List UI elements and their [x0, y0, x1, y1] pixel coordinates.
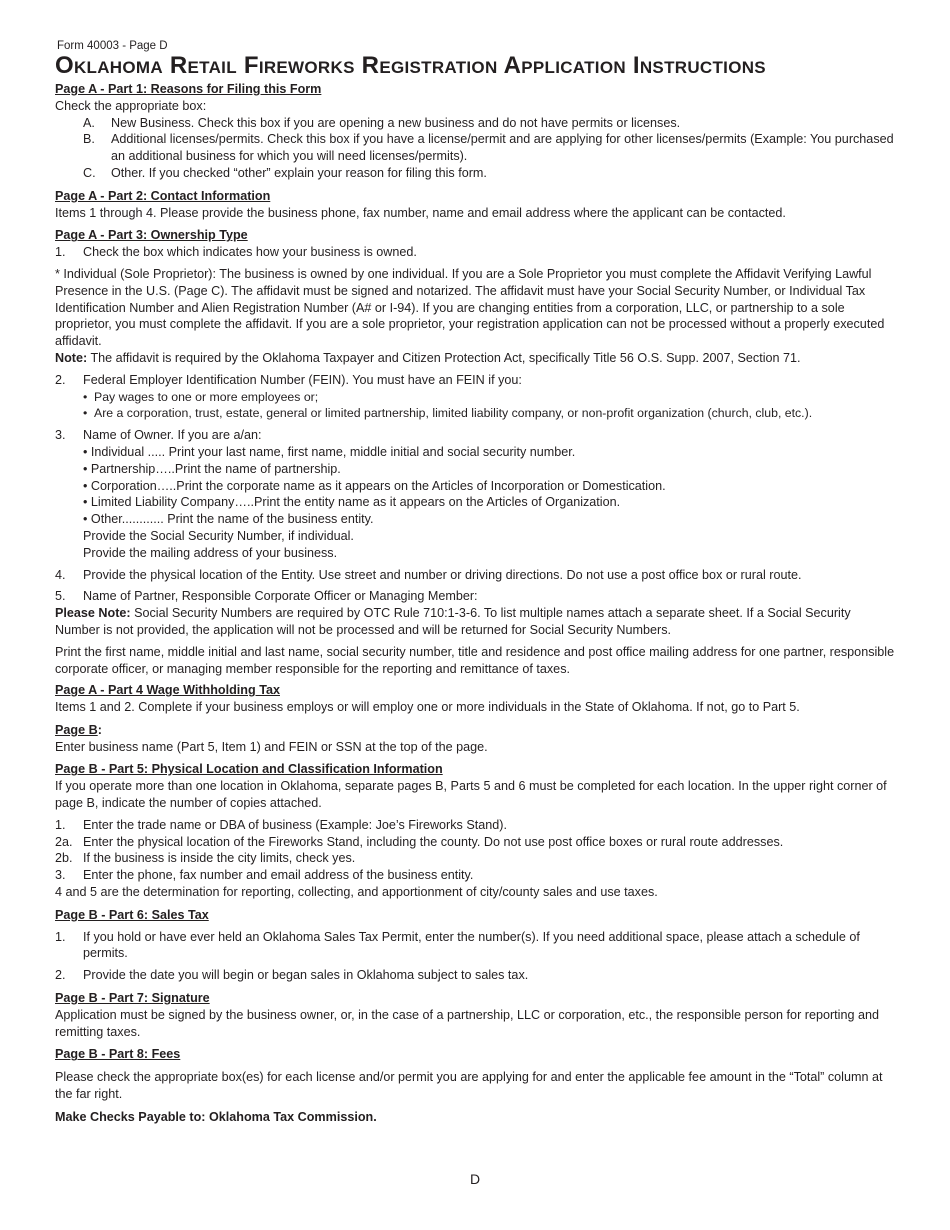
- print-paragraph: Print the first name, middle initial and last name, social security number, title and residence and post office mailing address for one partner, responsible corporate officer, or managing member responsible for the reporting and remittance of taxes.: [55, 644, 895, 676]
- item-text: New Business. Check this box if you are opening a new business and do not have permits or licenses.: [111, 115, 681, 130]
- item-label: 2.: [55, 372, 66, 387]
- item-text: Federal Employer Identification Number (FEIN). You must have an FEIN if you:: [83, 372, 522, 387]
- item-label: 4.: [55, 567, 66, 582]
- list-item: 2a. Enter the physical location of the Fireworks Stand, including the county. Do not use post office boxes or rural route addresses.: [55, 834, 784, 849]
- list-item: • Limited Liability Company…..Print the entity name as it appears on the Articles of Organization.: [83, 495, 621, 510]
- note-text: The affidavit is required by the Oklahoma Taxpayer and Citizen Protection Act, specifically Title 56 O.S. Supp. 2007, Section 71.: [87, 350, 801, 365]
- please-note-text: Social Security Numbers are required by OTC Rule 710:1-3-6. To list multiple names attach a separate sheet. If a Social Security Number is not provided, the application will not be processed and will be returned for Social Security Numbers.: [55, 606, 851, 637]
- item-label: 3.: [55, 428, 66, 443]
- form-number: Form 40003 - Page D: [57, 40, 168, 52]
- part3-item-2: [55, 372, 895, 422]
- page-title: Oklahoma Retail Fireworks Registration Application Instructions: [55, 52, 766, 79]
- list-item: 1. Enter the trade name or DBA of business (Example: Joe’s Fireworks Stand).: [55, 817, 507, 832]
- note-label: Note:: [55, 350, 88, 365]
- item-text: Name of Owner. If you are a/an:: [83, 428, 262, 443]
- section-part5: [55, 761, 895, 900]
- section-heading-part7: Page B - Part 7: Signature: [55, 991, 210, 1006]
- section-heading-part2: Page A - Part 2: Contact Information: [55, 188, 271, 203]
- section-pageb: [55, 722, 895, 756]
- pageb-text: Enter business name (Part 5, Item 1) and FEIN or SSN at the top of the page.: [55, 739, 488, 754]
- item-text: Additional licenses/permits. Check this box if you have a license/permit and are applying for other licenses/permits (Example: You purchased an additional business for which you will need licenses/permits).: [111, 132, 894, 164]
- list-item: 1. If you hold or have ever held an Oklahoma Sales Tax Permit, enter the number(s). If you need additional space, please attach a schedule of permits.: [55, 929, 860, 961]
- item-text: Provide the physical location of the Entity. Use street and number or driving directions. Do not use a post office box or rural route.: [83, 567, 802, 582]
- section-heading-part3: Page A - Part 3: Ownership Type: [55, 228, 248, 243]
- list-item: • Corporation…..Print the corporate name as it appears on the Articles of Incorporation or Domestication.: [83, 478, 666, 493]
- part3-item-4: [55, 567, 895, 584]
- part1-intro: Check the appropriate box:: [55, 98, 207, 113]
- bullet-icon: •: [83, 406, 88, 421]
- section-heading-part5: Page B - Part 5: Physical Location and Classification Information: [55, 762, 443, 777]
- section-heading-part8: Page B - Part 8: Fees: [55, 1047, 181, 1062]
- part3-item-3: [55, 427, 895, 561]
- payable-note: Make Checks Payable to: Oklahoma Tax Commission.: [55, 1109, 377, 1124]
- list-item: Provide the mailing address of your business.: [83, 545, 338, 560]
- list-item: • Are a corporation, trust, estate, general or limited partnership, limited liability company, or non-profit organization (church, club, etc.).: [83, 406, 813, 421]
- part4-text: Items 1 and 2. Complete if your business employs or will employ one or more individuals in the State of Oklahoma. If not, go to Part 5.: [55, 700, 800, 715]
- page-letter: D: [469, 1171, 481, 1187]
- part1-item-a: [55, 115, 895, 132]
- part8-text: Please check the appropriate box(es) for each license and/or permit you are applying for and enter the applicable fee amount in the “Total” column at the far right.: [55, 1070, 883, 1102]
- list-item: • Pay wages to one or more employees or;: [83, 389, 319, 404]
- item-label: A.: [83, 115, 95, 130]
- individual-paragraph: * Individual (Sole Proprietor): The business is owned by one individual. If you are a Sole Proprietor you must complete the Affidavit Verifying Lawful Presence in the U.S. (Page C). The affidavit must be signed and notarized. The affidavit must have your Social Security Number, or Individual Tax Identification Number and Alien Registration Number (A# or I-94). If you are changing entities from a corporation, LLC, or partnership to a sole proprietor, you must complete the affidavit. If you are a sole proprietor, your registration application can not be processed without a properly executed affidavit.: [55, 266, 885, 349]
- section-heading-part4: Page A - Part 4 Wage Withholding Tax: [55, 683, 280, 698]
- section-part2: [55, 188, 895, 222]
- part3-item-5: [55, 588, 895, 605]
- list-item: 2. Provide the date you will begin or began sales in Oklahoma subject to sales tax.: [55, 968, 529, 983]
- section-heading-part6: Page B - Part 6: Sales Tax: [55, 907, 209, 922]
- part3-item-1: [55, 244, 895, 261]
- section-part8: [55, 1046, 895, 1125]
- item-label: 5.: [55, 589, 66, 604]
- section-part7: [55, 990, 895, 1040]
- list-item: • Partnership…..Print the name of partnership.: [83, 461, 341, 476]
- affidavit-note: [55, 350, 895, 367]
- list-item: 2b. If the business is inside the city limits, check yes.: [55, 851, 356, 866]
- part5-closing: 4 and 5 are the determination for reporting, collecting, and apportionment of city/county sales and use taxes.: [55, 885, 658, 900]
- list-item: • Individual ..... Print your last name, first name, middle initial and social security number.: [83, 444, 576, 459]
- item-text: Other. If you checked “other” explain your reason for filing this form.: [111, 165, 487, 180]
- part2-text: Items 1 through 4. Please provide the business phone, fax number, name and email address where the applicant can be contacted.: [55, 205, 786, 220]
- list-item: Provide the Social Security Number, if individual.: [83, 528, 354, 543]
- part5-text: If you operate more than one location in Oklahoma, separate pages B, Parts 5 and 6 must be completed for each location. In the upper right corner of page B, indicate the number of copies attached.: [55, 779, 887, 811]
- item-label: 1.: [55, 245, 66, 260]
- item-text: Check the box which indicates how your business is owned.: [83, 245, 417, 260]
- list-item: • Other............ Print the name of the business entity.: [83, 512, 374, 527]
- item-text: Name of Partner, Responsible Corporate Officer or Managing Member:: [83, 589, 478, 604]
- part1-item-b: [55, 131, 895, 165]
- part1-item-c: [55, 165, 895, 182]
- part5-list: [55, 817, 895, 901]
- instructions-page: [55, 40, 895, 1126]
- section-part3: [55, 227, 895, 677]
- bullet-icon: •: [83, 389, 88, 404]
- section-part6: [55, 907, 895, 984]
- section-heading-pageb: Page B:: [55, 722, 102, 737]
- please-note-label: Please Note:: [55, 606, 131, 621]
- section-part1: [55, 81, 895, 182]
- list-item: 3. Enter the phone, fax number and email address of the business entity.: [55, 868, 474, 883]
- item-label: B.: [83, 132, 95, 147]
- please-note: [55, 605, 895, 639]
- section-heading-part1: Page A - Part 1: Reasons for Filing this Form: [55, 82, 322, 96]
- item-label: C.: [83, 165, 96, 180]
- section-part4: [55, 682, 895, 716]
- part7-text: Application must be signed by the business owner, or, in the case of a partnership, LLC or corporation, etc., the responsible person for reporting and remitting taxes.: [55, 1007, 879, 1039]
